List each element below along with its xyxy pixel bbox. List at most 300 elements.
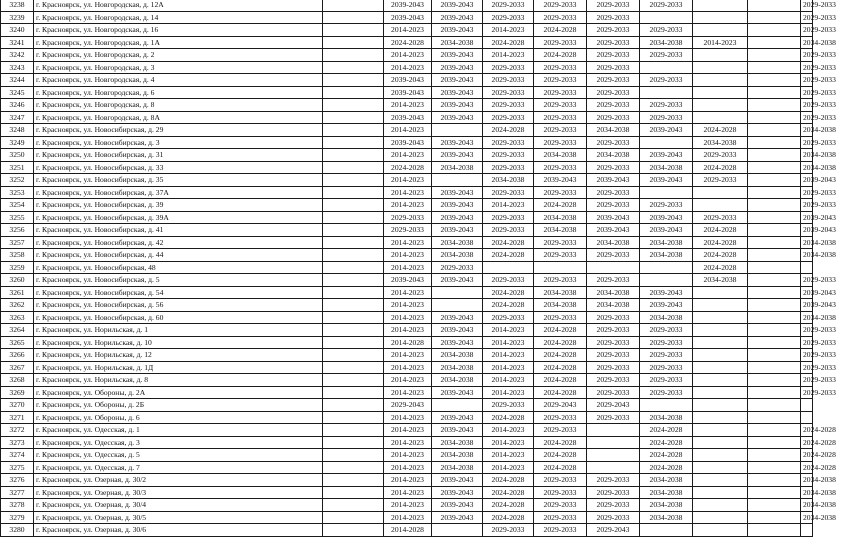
period-cell: 2014-2023 xyxy=(483,374,534,387)
period-cell: 2014-2023 xyxy=(384,486,432,499)
table-row xyxy=(1,111,862,124)
period-cell: 2014-2023 xyxy=(384,249,432,262)
row-number-cell: 3275 xyxy=(1,461,34,474)
period-cell: 2039-2043 xyxy=(432,74,483,87)
spacer-cell xyxy=(748,249,801,262)
period-cell: 2034-2038 xyxy=(432,361,483,374)
period-cell: 2024-2028 xyxy=(534,199,587,212)
period-cell: 2029-2033 xyxy=(640,324,693,337)
period-cell: 2029-2033 xyxy=(534,111,587,124)
table-row xyxy=(1,336,862,349)
table-row xyxy=(1,486,862,499)
period-cell: 2029-2033 xyxy=(587,186,640,199)
period-cell: 2029-2043 xyxy=(534,399,587,412)
address-cell: г. Красноярск, ул. Новосибирская, д. 3 xyxy=(34,136,323,149)
table-row xyxy=(1,386,862,399)
period-cell: 2014-2023 xyxy=(384,361,432,374)
period-cell: 2014-2023 xyxy=(483,199,534,212)
address-cell: г. Красноярск, ул. Норильская, д. 10 xyxy=(34,336,323,349)
period-cell: 2029-2033 xyxy=(534,61,587,74)
period-cell: 2029-2033 xyxy=(534,11,587,24)
empty-cell xyxy=(323,99,384,112)
period-cell xyxy=(801,399,813,412)
period-cell: 2014-2023 xyxy=(384,124,432,137)
period-cell: 2024-2028 xyxy=(693,124,748,137)
row-number-cell: 3278 xyxy=(1,499,34,512)
spacer-cell xyxy=(748,111,801,124)
period-cell: 2034-2038 xyxy=(801,149,813,162)
period-cell: 2034-2038 xyxy=(693,136,748,149)
period-cell: 2024-2028 xyxy=(534,374,587,387)
row-number-cell: 3273 xyxy=(1,436,34,449)
period-cell xyxy=(693,111,748,124)
period-cell: 2034-2038 xyxy=(801,161,813,174)
period-cell: 2039-2043 xyxy=(801,211,813,224)
period-cell: 2039-2043 xyxy=(432,136,483,149)
period-cell xyxy=(587,261,640,274)
period-cell: 2034-2038 xyxy=(801,499,813,512)
spacer-cell xyxy=(748,524,801,537)
period-cell: 2029-2033 xyxy=(801,0,813,11)
period-cell: 2034-2038 xyxy=(432,436,483,449)
period-cell: 2014-2023 xyxy=(384,474,432,487)
period-cell: 2029-2033 xyxy=(587,36,640,49)
period-cell: 2029-2033 xyxy=(483,311,534,324)
period-cell: 2029-2033 xyxy=(534,311,587,324)
spacer-cell xyxy=(748,11,801,24)
row-number-cell: 3276 xyxy=(1,474,34,487)
table-row xyxy=(1,161,862,174)
empty-cell xyxy=(323,374,384,387)
table-row xyxy=(1,286,862,299)
period-cell: 2014-2023 xyxy=(483,461,534,474)
period-cell: 2029-2033 xyxy=(483,99,534,112)
table-row xyxy=(1,474,862,487)
row-number-cell: 3252 xyxy=(1,174,34,187)
table-row xyxy=(1,186,862,199)
table-row xyxy=(1,399,862,412)
period-cell xyxy=(587,424,640,437)
period-cell xyxy=(693,49,748,62)
period-cell xyxy=(693,324,748,337)
period-cell xyxy=(432,299,483,312)
table-row xyxy=(1,224,862,237)
period-cell xyxy=(432,286,483,299)
period-cell: 2039-2043 xyxy=(384,136,432,149)
period-cell: 2029-2033 xyxy=(640,24,693,37)
address-cell: г. Красноярск, ул. Новосибирская, д. 33 xyxy=(34,161,323,174)
period-cell: 2014-2023 xyxy=(384,349,432,362)
address-cell: г. Красноярск, ул. Озерная, д. 30/2 xyxy=(34,474,323,487)
period-cell xyxy=(801,411,813,424)
period-cell: 2029-2043 xyxy=(384,399,432,412)
spacer-cell xyxy=(748,199,801,212)
period-cell: 2029-2033 xyxy=(801,136,813,149)
empty-cell xyxy=(323,199,384,212)
row-number-cell: 3242 xyxy=(1,49,34,62)
period-cell: 2014-2023 xyxy=(384,199,432,212)
period-cell: 2029-2033 xyxy=(801,374,813,387)
period-cell: 2014-2023 xyxy=(384,261,432,274)
address-cell: г. Красноярск, ул. Новосибирская, д. 29 xyxy=(34,124,323,137)
period-cell: 2024-2028 xyxy=(693,249,748,262)
row-number-cell: 3241 xyxy=(1,36,34,49)
spacer-cell xyxy=(748,474,801,487)
period-cell: 2039-2043 xyxy=(432,324,483,337)
table-row xyxy=(1,299,862,312)
period-cell: 2024-2028 xyxy=(534,461,587,474)
period-cell: 2039-2043 xyxy=(432,474,483,487)
period-cell: 2014-2023 xyxy=(384,299,432,312)
period-cell: 2014-2023 xyxy=(384,49,432,62)
row-number-cell: 3269 xyxy=(1,386,34,399)
period-cell: 2029-2033 xyxy=(534,499,587,512)
empty-cell xyxy=(323,261,384,274)
address-cell: г. Красноярск, ул. Новгородская, д. 2 xyxy=(34,49,323,62)
period-cell xyxy=(640,61,693,74)
period-cell: 2029-2033 xyxy=(534,474,587,487)
period-cell: 2034-2038 xyxy=(801,124,813,137)
row-number-cell: 3246 xyxy=(1,99,34,112)
period-cell xyxy=(640,136,693,149)
empty-cell xyxy=(323,74,384,87)
period-cell: 2014-2023 xyxy=(384,149,432,162)
period-cell: 2024-2028 xyxy=(483,474,534,487)
period-cell: 2024-2028 xyxy=(640,461,693,474)
address-cell: г. Красноярск, ул. Озерная, д. 30/5 xyxy=(34,511,323,524)
address-cell: г. Красноярск, ул. Новосибирская, 48 xyxy=(34,261,323,274)
period-cell: 2014-2023 xyxy=(483,361,534,374)
table-row xyxy=(1,449,862,462)
period-cell: 2034-2038 xyxy=(801,486,813,499)
period-cell: 2014-2023 xyxy=(384,374,432,387)
period-cell: 2029-2033 xyxy=(587,49,640,62)
row-number-cell: 3239 xyxy=(1,11,34,24)
empty-cell xyxy=(323,224,384,237)
table-row xyxy=(1,511,862,524)
period-cell: 2029-2033 xyxy=(534,411,587,424)
period-cell xyxy=(693,374,748,387)
spacer-cell xyxy=(748,424,801,437)
spacer-cell xyxy=(748,299,801,312)
empty-cell xyxy=(323,24,384,37)
period-cell: 2039-2043 xyxy=(801,224,813,237)
period-cell: 2024-2028 xyxy=(483,286,534,299)
period-cell: 2029-2033 xyxy=(587,136,640,149)
table-row xyxy=(1,99,862,112)
period-cell: 2039-2043 xyxy=(801,299,813,312)
spacer-cell xyxy=(748,36,801,49)
period-cell xyxy=(693,86,748,99)
address-cell: г. Красноярск, ул. Озерная, д. 30/3 xyxy=(34,486,323,499)
period-cell xyxy=(693,11,748,24)
period-cell: 2034-2038 xyxy=(801,36,813,49)
address-cell: г. Красноярск, ул. Новосибирская, д. 41 xyxy=(34,224,323,237)
period-cell xyxy=(640,399,693,412)
spacer-cell xyxy=(748,311,801,324)
address-cell: г. Красноярск, ул. Новосибирская, д. 44 xyxy=(34,249,323,262)
period-cell: 2024-2028 xyxy=(693,224,748,237)
spacer-cell xyxy=(748,236,801,249)
empty-cell xyxy=(323,474,384,487)
period-cell: 2029-2033 xyxy=(801,11,813,24)
period-cell: 2029-2033 xyxy=(483,86,534,99)
period-cell: 2039-2043 xyxy=(587,224,640,237)
period-cell: 2024-2028 xyxy=(801,424,813,437)
row-number-cell: 3272 xyxy=(1,424,34,437)
period-cell: 2029-2033 xyxy=(801,386,813,399)
period-cell: 2029-2033 xyxy=(587,249,640,262)
period-cell: 2014-2023 xyxy=(384,311,432,324)
period-cell xyxy=(587,449,640,462)
period-cell xyxy=(693,524,748,537)
spacer-cell xyxy=(748,336,801,349)
table-row xyxy=(1,361,862,374)
period-cell: 2029-2033 xyxy=(534,161,587,174)
period-cell: 2039-2043 xyxy=(432,111,483,124)
empty-cell xyxy=(323,336,384,349)
period-cell: 2029-2033 xyxy=(534,36,587,49)
address-cell: г. Красноярск, ул. Новосибирская, д. 39 xyxy=(34,199,323,212)
period-cell: 2024-2028 xyxy=(483,249,534,262)
empty-cell xyxy=(323,436,384,449)
period-cell: 2039-2043 xyxy=(534,174,587,187)
empty-cell xyxy=(323,386,384,399)
period-cell: 2029-2033 xyxy=(534,186,587,199)
address-cell: г. Красноярск, ул. Новосибирская, д. 60 xyxy=(34,311,323,324)
table-row xyxy=(1,274,862,287)
period-cell: 2029-2033 xyxy=(587,0,640,11)
empty-cell xyxy=(323,124,384,137)
row-number-cell: 3268 xyxy=(1,374,34,387)
empty-cell xyxy=(323,461,384,474)
spacer-cell xyxy=(748,374,801,387)
period-cell: 2024-2028 xyxy=(483,486,534,499)
period-cell: 2014-2023 xyxy=(384,411,432,424)
period-cell: 2034-2038 xyxy=(534,286,587,299)
period-cell xyxy=(693,349,748,362)
spacer-cell xyxy=(748,486,801,499)
address-cell: г. Красноярск, ул. Одесская, д. 7 xyxy=(34,461,323,474)
table-row xyxy=(1,24,862,37)
period-cell xyxy=(640,86,693,99)
period-cell: 2039-2043 xyxy=(640,124,693,137)
period-cell: 2029-2033 xyxy=(587,486,640,499)
period-cell: 2039-2043 xyxy=(384,111,432,124)
address-cell: г. Красноярск, ул. Озерная, д. 30/6 xyxy=(34,524,323,537)
period-cell: 2029-2033 xyxy=(587,374,640,387)
period-cell: 2014-2023 xyxy=(483,449,534,462)
period-cell: 2029-2033 xyxy=(587,336,640,349)
period-cell: 2024-2028 xyxy=(534,349,587,362)
row-number-cell: 3270 xyxy=(1,399,34,412)
period-cell xyxy=(640,524,693,537)
period-cell: 2014-2023 xyxy=(384,461,432,474)
row-number-cell: 3274 xyxy=(1,449,34,462)
empty-cell xyxy=(323,86,384,99)
row-number-cell: 3244 xyxy=(1,74,34,87)
period-cell: 2029-2033 xyxy=(640,361,693,374)
period-cell xyxy=(693,499,748,512)
period-cell: 2034-2038 xyxy=(534,211,587,224)
table-row xyxy=(1,61,862,74)
period-cell xyxy=(693,399,748,412)
address-cell: г. Красноярск, ул. Обороны, д. 2А xyxy=(34,386,323,399)
spacer-cell xyxy=(748,399,801,412)
period-cell: 2034-2038 xyxy=(640,249,693,262)
spacer-cell xyxy=(748,186,801,199)
period-cell: 2034-2038 xyxy=(801,311,813,324)
period-cell: 2029-2033 xyxy=(640,74,693,87)
period-cell xyxy=(693,361,748,374)
period-cell xyxy=(693,311,748,324)
period-cell: 2029-2033 xyxy=(693,149,748,162)
spacer-cell xyxy=(748,74,801,87)
row-number-cell: 3280 xyxy=(1,524,34,537)
table-row xyxy=(1,311,862,324)
period-cell: 2034-2038 xyxy=(432,349,483,362)
period-cell: 2034-2038 xyxy=(640,311,693,324)
empty-cell xyxy=(323,511,384,524)
period-cell: 2029-2033 xyxy=(483,274,534,287)
period-cell: 2029-2033 xyxy=(640,49,693,62)
row-number-cell: 3255 xyxy=(1,211,34,224)
row-number-cell: 3262 xyxy=(1,299,34,312)
period-cell: 2029-2033 xyxy=(801,349,813,362)
empty-cell xyxy=(323,49,384,62)
period-cell: 2029-2033 xyxy=(640,99,693,112)
period-cell: 2014-2023 xyxy=(384,449,432,462)
period-cell xyxy=(693,386,748,399)
table-row xyxy=(1,349,862,362)
table-row xyxy=(1,174,862,187)
period-cell: 2029-2033 xyxy=(534,486,587,499)
empty-cell xyxy=(323,499,384,512)
period-cell: 2029-2033 xyxy=(534,136,587,149)
period-cell: 2039-2043 xyxy=(432,49,483,62)
spacer-cell xyxy=(748,361,801,374)
period-cell: 2039-2043 xyxy=(801,286,813,299)
period-cell: 2029-2043 xyxy=(587,524,640,537)
period-cell xyxy=(693,411,748,424)
row-number-cell: 3261 xyxy=(1,286,34,299)
period-cell xyxy=(693,199,748,212)
spacer-cell xyxy=(748,49,801,62)
empty-cell xyxy=(323,311,384,324)
period-cell: 2029-2033 xyxy=(801,99,813,112)
period-cell: 2029-2033 xyxy=(587,386,640,399)
row-number-cell: 3238 xyxy=(1,0,34,11)
table-row xyxy=(1,324,862,337)
period-cell: 2014-2023 xyxy=(384,436,432,449)
period-cell: 2039-2043 xyxy=(432,499,483,512)
period-cell xyxy=(640,11,693,24)
address-cell: г. Красноярск, ул. Новосибирская, д. 35 xyxy=(34,174,323,187)
address-cell: г. Красноярск, ул. Новгородская, д. 16 xyxy=(34,24,323,37)
period-cell: 2039-2043 xyxy=(432,11,483,24)
empty-cell xyxy=(323,236,384,249)
period-cell: 2029-2033 xyxy=(384,224,432,237)
period-cell: 2039-2043 xyxy=(384,274,432,287)
empty-cell xyxy=(323,274,384,287)
period-cell: 2034-2038 xyxy=(587,299,640,312)
period-cell: 2039-2043 xyxy=(432,411,483,424)
period-cell: 2029-2033 xyxy=(587,111,640,124)
empty-cell xyxy=(323,486,384,499)
period-cell: 2024-2028 xyxy=(534,24,587,37)
address-cell: г. Красноярск, ул. Одесская, д. 3 xyxy=(34,436,323,449)
period-cell: 2029-2033 xyxy=(384,211,432,224)
period-cell: 2029-2033 xyxy=(801,49,813,62)
address-cell: г. Красноярск, ул. Норильская, д. 8 xyxy=(34,374,323,387)
period-cell: 2029-2033 xyxy=(587,199,640,212)
period-cell: 2029-2033 xyxy=(801,336,813,349)
period-cell: 2039-2043 xyxy=(432,86,483,99)
period-cell: 2029-2033 xyxy=(587,61,640,74)
spacer-cell xyxy=(748,511,801,524)
period-cell: 2029-2033 xyxy=(801,186,813,199)
spacer-cell xyxy=(748,149,801,162)
address-cell: г. Красноярск, ул. Новосибирская, д. 37А xyxy=(34,186,323,199)
period-cell: 2034-2038 xyxy=(432,449,483,462)
period-cell: 2039-2043 xyxy=(432,224,483,237)
spacer-cell xyxy=(748,261,801,274)
period-cell: 2034-2038 xyxy=(640,511,693,524)
period-cell: 2029-2033 xyxy=(483,224,534,237)
period-cell: 2029-2033 xyxy=(801,24,813,37)
period-cell: 2034-2038 xyxy=(587,124,640,137)
row-number-cell: 3254 xyxy=(1,199,34,212)
period-cell: 2034-2038 xyxy=(640,236,693,249)
period-cell: 2029-2033 xyxy=(534,524,587,537)
table-row xyxy=(1,149,862,162)
table-body xyxy=(1,0,862,536)
row-number-cell: 3266 xyxy=(1,349,34,362)
address-cell: г. Красноярск, ул. Новосибирская, д. 42 xyxy=(34,236,323,249)
period-cell: 2024-2028 xyxy=(534,49,587,62)
table-row xyxy=(1,236,862,249)
address-cell: г. Красноярск, ул. Норильская, д. 12 xyxy=(34,349,323,362)
spacer-cell xyxy=(748,61,801,74)
period-cell: 2014-2023 xyxy=(384,286,432,299)
spacer-cell xyxy=(748,174,801,187)
period-cell: 2029-2033 xyxy=(587,24,640,37)
period-cell: 2029-2033 xyxy=(640,374,693,387)
period-cell: 2039-2043 xyxy=(432,336,483,349)
period-cell: 2029-2033 xyxy=(640,336,693,349)
table-row xyxy=(1,411,862,424)
table-row xyxy=(1,499,862,512)
empty-cell xyxy=(323,449,384,462)
spacer-cell xyxy=(748,211,801,224)
period-cell xyxy=(693,461,748,474)
period-cell xyxy=(693,449,748,462)
period-cell: 2024-2028 xyxy=(483,236,534,249)
spacer-cell xyxy=(748,349,801,362)
row-number-cell: 3245 xyxy=(1,86,34,99)
row-number-cell: 3250 xyxy=(1,149,34,162)
period-cell: 2029-2033 xyxy=(587,411,640,424)
empty-cell xyxy=(323,349,384,362)
period-cell xyxy=(640,274,693,287)
spacer-cell xyxy=(748,461,801,474)
period-cell: 2024-2028 xyxy=(483,511,534,524)
period-cell: 2039-2043 xyxy=(640,224,693,237)
period-cell: 2034-2038 xyxy=(640,486,693,499)
empty-cell xyxy=(323,36,384,49)
spacer-cell xyxy=(748,499,801,512)
period-cell: 2039-2043 xyxy=(384,74,432,87)
